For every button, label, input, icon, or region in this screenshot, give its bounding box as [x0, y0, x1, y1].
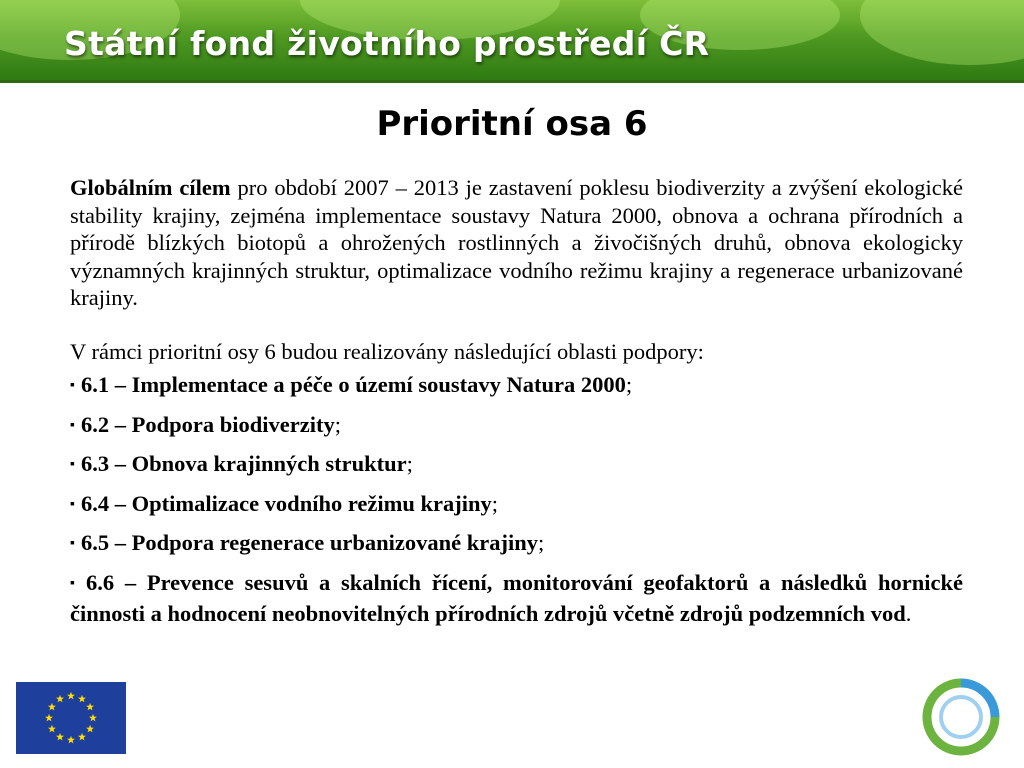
eu-star-icon — [67, 736, 75, 744]
bullet-icon: ▪ — [70, 457, 75, 472]
list-item-end: . — [905, 601, 912, 626]
eu-star-icon — [48, 725, 56, 733]
list-item-end: ; — [538, 530, 545, 555]
header-banner — [0, 0, 1024, 80]
list-item — [70, 529, 963, 561]
list-item — [70, 569, 963, 628]
list-item-text: 6.6 – Prevence sesuvů a skalních řícení, monitorování geofaktorů a následků hornické činnosti a hodnocení neobnovitelných přírodních zdrojů včetně zdrojů podzemních vod — [70, 569, 963, 626]
list-item — [70, 490, 963, 522]
eu-star-icon — [86, 703, 94, 711]
eu-star-icon — [56, 695, 64, 703]
lead-text: V rámci prioritní osy 6 budou realizovány následující oblasti podpory: — [70, 338, 704, 364]
header-divider — [0, 80, 1024, 83]
sfzp-logo-icon — [920, 676, 1002, 758]
eu-star-icon — [56, 733, 64, 741]
eu-star-icon — [78, 733, 86, 741]
list-item-end: ; — [334, 411, 341, 437]
list-item-text: 6.2 – Podpora biodiverzity — [80, 411, 335, 437]
eu-star-icon — [78, 695, 86, 703]
eu-star-icon — [48, 703, 56, 711]
list-item — [70, 371, 963, 403]
bullet-icon: ▪ — [70, 378, 75, 393]
bullet-icon: ▪ — [70, 496, 75, 512]
eu-star-icon — [45, 714, 53, 722]
eu-star-icon — [89, 714, 97, 722]
eu-star-icon — [86, 725, 94, 733]
intro-bold: Globálním cílem — [70, 175, 231, 200]
bullet-icon: ▪ — [70, 536, 75, 551]
intro-text: pro období 2007 – 2013 je zastavení poklesu biodiverzity a zvýšení ekologické stability krajiny, zejména implementace soustavy Natura 2000, obnova a ochrana přírodních a přírodě blízkých biotopů a ohrožených rostlinných a živočišných druhů, obnova ekologicky významných krajinných struktur, optimalizace vodního režimu krajiny a regenerace urbanizované krajiny. — [70, 175, 963, 310]
org-title: Státní fond životního prostředí ČR — [64, 24, 710, 63]
slide-title: Prioritní osa 6 — [376, 104, 648, 144]
list-item-text: 6.1 – Implementace a péče o území soustavy Natura 2000 — [80, 372, 626, 397]
eu-flag-icon — [16, 682, 126, 754]
eu-star-icon — [67, 692, 75, 700]
list-item-text: 6.4 – Optimalizace vodního režimu krajiny — [80, 490, 492, 516]
list-item-text: 6.5 – Podpora regenerace urbanizované krajiny — [80, 530, 539, 555]
bullet-icon: ▪ — [70, 575, 81, 591]
list-item-end: ; — [406, 451, 413, 476]
slide-content — [70, 174, 963, 636]
list-item-text: 6.3 – Obnova krajinných struktur — [80, 451, 407, 476]
bullet-icon: ▪ — [70, 417, 75, 433]
intro-paragraph — [70, 174, 963, 312]
list-item — [70, 450, 963, 482]
list-item-end: ; — [491, 490, 499, 516]
support-areas-list — [70, 371, 963, 628]
list-item — [70, 411, 963, 443]
list-item-end: ; — [625, 372, 633, 397]
